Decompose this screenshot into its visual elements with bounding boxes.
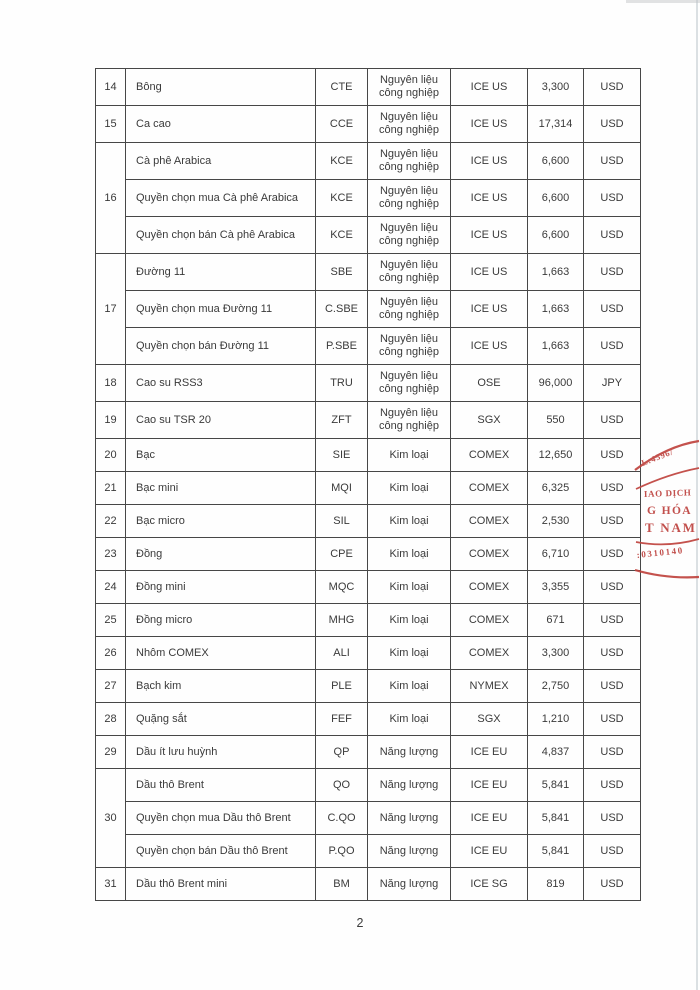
cell-no: 19 [96, 402, 126, 439]
cell-value: 4,837 [528, 736, 584, 769]
cell-currency: USD [584, 868, 641, 901]
cell-value: 96,000 [528, 365, 584, 402]
cell-no: 21 [96, 472, 126, 505]
cell-no: 31 [96, 868, 126, 901]
cell-name: Quyền chọn bán Đường 11 [126, 328, 316, 365]
cell-code: KCE [316, 180, 368, 217]
cell-value: 2,750 [528, 670, 584, 703]
table-row [96, 69, 641, 106]
cell-code: CTE [316, 69, 368, 106]
cell-name: Quyền chọn bán Dầu thô Brent [126, 835, 316, 868]
cell-name: Nhôm COMEX [126, 637, 316, 670]
cell-category: Nguyên liệu công nghiệp [368, 217, 451, 254]
cell-value: 5,841 [528, 769, 584, 802]
table-row [96, 571, 641, 604]
cell-code: MQC [316, 571, 368, 604]
cell-exchange: ICE US [451, 106, 528, 143]
stamp-center-line-2: G HÓA [647, 505, 693, 517]
cell-currency: USD [584, 106, 641, 143]
table-row [96, 472, 641, 505]
stamp-graphic [634, 437, 700, 585]
cell-no: 16 [96, 143, 126, 254]
cell-value: 3,300 [528, 637, 584, 670]
table-row [96, 180, 641, 217]
cell-exchange: SGX [451, 703, 528, 736]
table-row [96, 291, 641, 328]
table-row [96, 538, 641, 571]
cell-name: Quyền chọn mua Cà phê Arabica [126, 180, 316, 217]
cell-value: 550 [528, 402, 584, 439]
cell-no: 22 [96, 505, 126, 538]
cell-exchange: ICE EU [451, 769, 528, 802]
cell-no: 23 [96, 538, 126, 571]
cell-code: MQI [316, 472, 368, 505]
cell-no: 14 [96, 69, 126, 106]
cell-code: ZFT [316, 402, 368, 439]
table-row [96, 769, 641, 802]
cell-value: 3,300 [528, 69, 584, 106]
table-row [96, 802, 641, 835]
commodity-table [95, 68, 641, 901]
cell-category: Năng lượng [368, 868, 451, 901]
cell-currency: USD [584, 505, 641, 538]
cell-exchange: ICE US [451, 291, 528, 328]
table-row [96, 505, 641, 538]
cell-value: 6,710 [528, 538, 584, 571]
cell-category: Kim loại [368, 604, 451, 637]
cell-code: KCE [316, 217, 368, 254]
cell-name: Bạch kim [126, 670, 316, 703]
table-row [96, 637, 641, 670]
cell-currency: USD [584, 703, 641, 736]
stamp-inner-arc-bottom [636, 539, 699, 544]
table-row [96, 604, 641, 637]
cell-category: Năng lượng [368, 736, 451, 769]
cell-currency: USD [584, 180, 641, 217]
cell-category: Kim loại [368, 670, 451, 703]
cell-category: Nguyên liệu công nghiệp [368, 143, 451, 180]
cell-exchange: COMEX [451, 637, 528, 670]
table-row [96, 868, 641, 901]
cell-value: 819 [528, 868, 584, 901]
red-seal-stamp [634, 437, 700, 585]
cell-name: Bông [126, 69, 316, 106]
cell-exchange: ICE SG [451, 868, 528, 901]
cell-exchange: ICE EU [451, 835, 528, 868]
cell-code: CPE [316, 538, 368, 571]
cell-code: P.SBE [316, 328, 368, 365]
cell-currency: USD [584, 143, 641, 180]
cell-category: Nguyên liệu công nghiệp [368, 328, 451, 365]
cell-name: Ca cao [126, 106, 316, 143]
cell-no: 29 [96, 736, 126, 769]
cell-code: TRU [316, 365, 368, 402]
cell-name: Dầu ít lưu huỳnh [126, 736, 316, 769]
cell-no: 15 [96, 106, 126, 143]
cell-exchange: ICE EU [451, 802, 528, 835]
cell-category: Năng lượng [368, 802, 451, 835]
cell-code: SIL [316, 505, 368, 538]
cell-category: Kim loại [368, 637, 451, 670]
cell-code: ALI [316, 637, 368, 670]
cell-category: Nguyên liệu công nghiệp [368, 106, 451, 143]
cell-currency: USD [584, 291, 641, 328]
cell-currency: USD [584, 328, 641, 365]
table-row [96, 143, 641, 180]
cell-currency: JPY [584, 365, 641, 402]
cell-no: 17 [96, 254, 126, 365]
cell-category: Nguyên liệu công nghiệp [368, 291, 451, 328]
cell-code: MHG [316, 604, 368, 637]
cell-value: 1,663 [528, 254, 584, 291]
table-row [96, 835, 641, 868]
cell-currency: USD [584, 538, 641, 571]
cell-no: 18 [96, 365, 126, 402]
table-row [96, 254, 641, 291]
cell-value: 2,530 [528, 505, 584, 538]
cell-name: Bạc micro [126, 505, 316, 538]
cell-exchange: COMEX [451, 439, 528, 472]
table-row [96, 670, 641, 703]
cell-currency: USD [584, 217, 641, 254]
cell-name: Cao su RSS3 [126, 365, 316, 402]
cell-value: 5,841 [528, 835, 584, 868]
cell-exchange: COMEX [451, 505, 528, 538]
cell-currency: USD [584, 439, 641, 472]
cell-exchange: ICE US [451, 143, 528, 180]
commodity-table-body [96, 69, 641, 901]
stamp-inner-arc-top [636, 468, 699, 489]
cell-value: 6,600 [528, 180, 584, 217]
cell-currency: USD [584, 402, 641, 439]
cell-name: Dầu thô Brent mini [126, 868, 316, 901]
cell-currency: USD [584, 637, 641, 670]
cell-name: Cao su TSR 20 [126, 402, 316, 439]
cell-category: Kim loại [368, 439, 451, 472]
cell-category: Kim loại [368, 472, 451, 505]
cell-currency: USD [584, 472, 641, 505]
cell-code: QP [316, 736, 368, 769]
cell-name: Bạc mini [126, 472, 316, 505]
cell-category: Kim loại [368, 505, 451, 538]
cell-value: 1,663 [528, 328, 584, 365]
table-row [96, 365, 641, 402]
cell-exchange: OSE [451, 365, 528, 402]
cell-category: Kim loại [368, 571, 451, 604]
cell-code: FEF [316, 703, 368, 736]
cell-name: Bạc [126, 439, 316, 472]
cell-name: Quyền chọn mua Dầu thô Brent [126, 802, 316, 835]
cell-no: 25 [96, 604, 126, 637]
cell-category: Nguyên liệu công nghiệp [368, 254, 451, 291]
cell-currency: USD [584, 571, 641, 604]
cell-name: Quyền chọn mua Đường 11 [126, 291, 316, 328]
cell-category: Nguyên liệu công nghiệp [368, 365, 451, 402]
cell-name: Đồng micro [126, 604, 316, 637]
table-row [96, 703, 641, 736]
stamp-center-line-3: T NAM [645, 520, 697, 535]
cell-value: 671 [528, 604, 584, 637]
cell-exchange: COMEX [451, 472, 528, 505]
cell-name: Đường 11 [126, 254, 316, 291]
table-row [96, 217, 641, 254]
cell-code: P.QO [316, 835, 368, 868]
stamp-license-text: .L:4596/ [637, 446, 675, 469]
cell-exchange: ICE EU [451, 736, 528, 769]
cell-category: Năng lượng [368, 769, 451, 802]
page-number: 2 [356, 916, 364, 930]
cell-name: Đồng [126, 538, 316, 571]
cell-value: 1,663 [528, 291, 584, 328]
stamp-outer-arc-bottom [635, 570, 699, 577]
cell-no: 28 [96, 703, 126, 736]
scan-top-smudge [626, 0, 700, 3]
cell-value: 6,600 [528, 143, 584, 180]
table-row [96, 328, 641, 365]
cell-currency: USD [584, 802, 641, 835]
cell-code: KCE [316, 143, 368, 180]
cell-value: 6,325 [528, 472, 584, 505]
cell-category: Nguyên liệu công nghiệp [368, 180, 451, 217]
cell-currency: USD [584, 670, 641, 703]
cell-code: CCE [316, 106, 368, 143]
cell-no: 24 [96, 571, 126, 604]
cell-no: 27 [96, 670, 126, 703]
cell-currency: USD [584, 254, 641, 291]
cell-code: C.QO [316, 802, 368, 835]
stamp-taxcode-text: :0310140 [636, 545, 685, 560]
cell-value: 12,650 [528, 439, 584, 472]
cell-exchange: ICE US [451, 180, 528, 217]
cell-value: 3,355 [528, 571, 584, 604]
cell-exchange: COMEX [451, 604, 528, 637]
cell-code: C.SBE [316, 291, 368, 328]
cell-category: Kim loại [368, 703, 451, 736]
cell-exchange: ICE US [451, 217, 528, 254]
cell-currency: USD [584, 69, 641, 106]
table-row [96, 106, 641, 143]
cell-code: SIE [316, 439, 368, 472]
cell-category: Kim loại [368, 538, 451, 571]
cell-exchange: ICE US [451, 69, 528, 106]
cell-currency: USD [584, 835, 641, 868]
cell-name: Quặng sắt [126, 703, 316, 736]
cell-code: BM [316, 868, 368, 901]
cell-exchange: COMEX [451, 571, 528, 604]
cell-exchange: COMEX [451, 538, 528, 571]
cell-value: 5,841 [528, 802, 584, 835]
cell-exchange: ICE US [451, 328, 528, 365]
cell-name: Đồng mini [126, 571, 316, 604]
cell-value: 6,600 [528, 217, 584, 254]
cell-no: 30 [96, 769, 126, 868]
cell-exchange: ICE US [451, 254, 528, 291]
cell-currency: USD [584, 604, 641, 637]
table-row [96, 736, 641, 769]
cell-value: 1,210 [528, 703, 584, 736]
cell-no: 26 [96, 637, 126, 670]
cell-name: Quyền chọn bán Cà phê Arabica [126, 217, 316, 254]
cell-no: 20 [96, 439, 126, 472]
cell-currency: USD [584, 736, 641, 769]
cell-category: Nguyên liệu công nghiệp [368, 402, 451, 439]
cell-name: Dầu thô Brent [126, 769, 316, 802]
cell-name: Cà phê Arabica [126, 143, 316, 180]
cell-code: SBE [316, 254, 368, 291]
cell-exchange: NYMEX [451, 670, 528, 703]
cell-value: 17,314 [528, 106, 584, 143]
cell-currency: USD [584, 769, 641, 802]
cell-exchange: SGX [451, 402, 528, 439]
cell-category: Nguyên liệu công nghiệp [368, 69, 451, 106]
cell-code: PLE [316, 670, 368, 703]
stamp-center-line-1: IAO DỊCH [643, 487, 692, 499]
table-row [96, 439, 641, 472]
table-row [96, 402, 641, 439]
cell-code: QO [316, 769, 368, 802]
cell-category: Năng lượng [368, 835, 451, 868]
